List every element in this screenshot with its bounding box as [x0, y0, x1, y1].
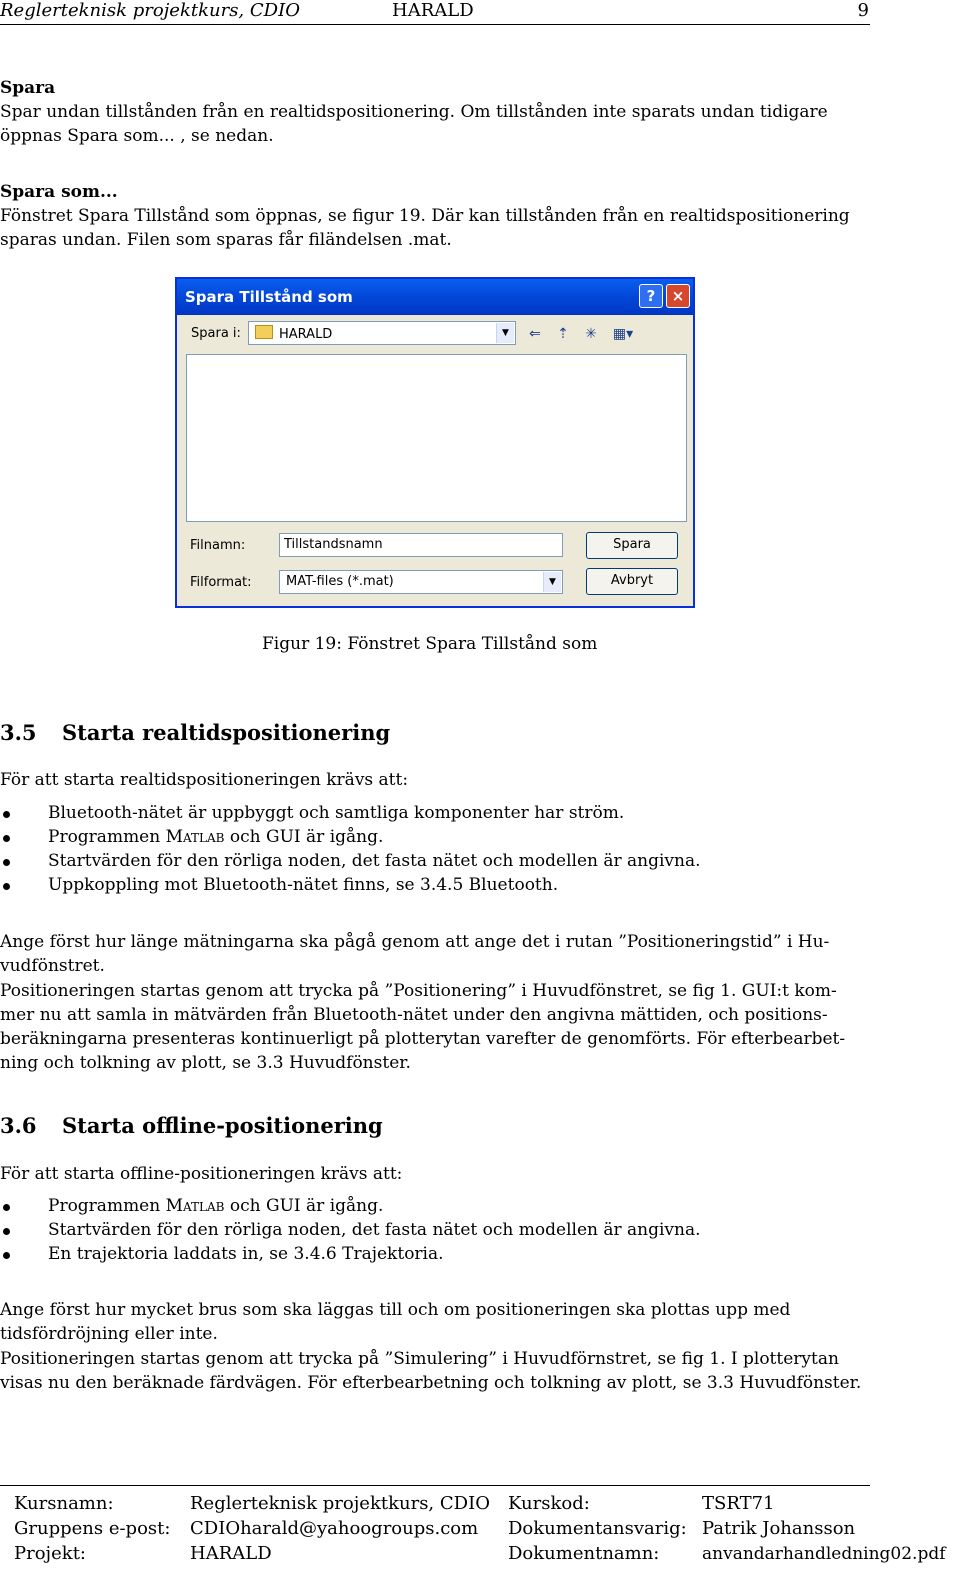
chevron-down-icon[interactable]: ▼	[543, 572, 561, 592]
section-3-5-para-2a: Positioneringen startas genom att trycka på ”Positionering” i Huvudfönstret, se fig 1. GUI:t kom-	[0, 981, 837, 1001]
spara-som-heading: Spara som...	[0, 182, 118, 202]
list-item: En trajektoria laddats in, se 3.4.6 Trajektoria.	[0, 1242, 701, 1266]
footer-value: anvandarhandledning02.pdf	[702, 1544, 946, 1564]
section-3-5-intro: För att starta realtidspositioneringen krävs att:	[0, 770, 409, 790]
spara-som-text-2: sparas undan. Filen som sparas får filändelsen .mat.	[0, 230, 452, 250]
save-in-dropdown[interactable]	[248, 321, 516, 345]
footer-label: Kursnamn:	[14, 1493, 114, 1514]
section-3-6-para-1b: tidsfördröjning eller inte.	[0, 1324, 218, 1344]
header-course: Reglerteknisk projektkurs, CDIO	[0, 0, 300, 21]
footer-value: TSRT71	[702, 1493, 775, 1514]
save-in-value: HARALD	[279, 327, 333, 342]
spara-text-1: Spar undan tillstånden från en realtidspositionering. Om tillstånden inte sparats undan tidigare	[0, 102, 828, 122]
section-title: Starta offline-positionering	[62, 1113, 383, 1138]
fileformat-label: Filformat:	[190, 575, 252, 590]
filename-input[interactable]	[279, 533, 563, 557]
save-button[interactable]: Spara	[586, 532, 678, 559]
spara-text-2: öppnas Spara som... , se nedan.	[0, 126, 274, 146]
section-3-5-list	[0, 801, 701, 897]
spara-som-text-1: Fönstret Spara Tillstånd som öppnas, se figur 19. Där kan tillstånden från en realtidspositionering	[0, 206, 850, 226]
list-item	[0, 1194, 701, 1218]
filename-label: Filnamn:	[190, 538, 246, 553]
save-in-label: Spara i:	[191, 326, 241, 341]
new-folder-icon[interactable]: ✳	[585, 326, 597, 342]
close-icon[interactable]: ×	[666, 284, 690, 308]
page-number: 9	[857, 0, 869, 21]
list-item: Startvärden för den rörliga noden, det fasta nätet och modellen är angivna.	[0, 1218, 701, 1242]
list-item-text: och GUI är igång.	[224, 827, 384, 847]
figure-caption: Figur 19: Fönstret Spara Tillstånd som	[262, 634, 598, 654]
list-item-text: Programmen	[48, 1196, 166, 1216]
footer-label: Kurskod:	[508, 1493, 590, 1514]
matlab-name: Matlab	[165, 1196, 225, 1216]
footer-label: Gruppens e-post:	[14, 1518, 171, 1539]
section-3-6-intro: För att starta offline-positioneringen krävs att:	[0, 1164, 403, 1184]
view-menu-icon[interactable]: ▦▾	[612, 326, 634, 342]
chevron-down-icon[interactable]: ▼	[496, 323, 514, 343]
section-3-5-heading	[0, 720, 390, 745]
save-state-dialog	[175, 277, 695, 608]
footer-value: CDIOharald@yahoogroups.com	[190, 1518, 479, 1539]
matlab-name: Matlab	[165, 827, 225, 847]
section-3-5-para-1b: vudfönstret.	[0, 956, 105, 976]
fileformat-dropdown[interactable]	[279, 570, 563, 594]
footer-label: Dokumentansvarig:	[508, 1518, 687, 1539]
spara-heading: Spara	[0, 78, 56, 98]
footer-label: Dokumentnamn:	[508, 1543, 660, 1564]
section-3-5-para-1a: Ange först hur länge mätningarna ska pågå genom att ange det i rutan ”Positioneringstid” i Hu-	[0, 932, 830, 952]
section-number: 3.5	[0, 720, 37, 745]
dialog-titlebar	[177, 279, 693, 315]
section-number: 3.6	[0, 1113, 37, 1138]
list-item: Startvärden för den rörliga noden, det fasta nätet och modellen är angivna.	[0, 849, 701, 873]
section-3-6-list	[0, 1194, 701, 1266]
save-in-value-wrap	[255, 325, 332, 342]
cancel-button[interactable]: Avbryt	[586, 568, 678, 595]
section-3-5-para-2c: beräkningarna presenteras kontinuerligt på plotterytan varefter de genomförts. För efterbearbet-	[0, 1029, 846, 1049]
up-folder-icon[interactable]: ⇡	[557, 326, 569, 342]
section-3-5-para-2b: mer nu att samla in mätvärden från Bluetooth-nätet under den angivna mättiden, och positions-	[0, 1005, 828, 1025]
footer-value: Patrik Johansson	[702, 1518, 856, 1539]
footer-rule	[0, 1485, 870, 1486]
footer-value: Reglerteknisk projektkurs, CDIO	[190, 1493, 490, 1514]
footer-value: HARALD	[190, 1543, 272, 1564]
list-item: Bluetooth-nätet är uppbyggt och samtliga komponenter har ström.	[0, 801, 701, 825]
section-3-6-para-2b: visas nu den beräknade färdvägen. För efterbearbetning och tolkning av plott, se 3.3 Huvudfönster.	[0, 1373, 862, 1393]
section-3-6-para-2a: Positioneringen startas genom att trycka på ”Simulering” i Huvudförnstret, se fig 1. I plotterytan	[0, 1349, 839, 1369]
header-project: HARALD	[392, 0, 474, 21]
section-3-6-heading	[0, 1113, 383, 1138]
list-item-text: Programmen	[48, 827, 166, 847]
list-item: Uppkoppling mot Bluetooth-nätet finns, se 3.4.5 Bluetooth.	[0, 873, 701, 897]
section-title: Starta realtidspositionering	[62, 720, 391, 745]
dialog-title: Spara Tillstånd som	[185, 288, 353, 306]
filename-value: Tillstandsnamn	[284, 537, 383, 552]
section-3-6-para-1a: Ange först hur mycket brus som ska läggas till och om positioneringen ska plottas upp med	[0, 1300, 791, 1320]
footer-label: Projekt:	[14, 1543, 86, 1564]
help-icon[interactable]: ?	[639, 284, 663, 308]
header-rule	[0, 24, 870, 25]
file-list[interactable]	[186, 354, 687, 522]
section-3-5-para-2d: ning och tolkning av plott, se 3.3 Huvudfönster.	[0, 1053, 411, 1073]
folder-icon	[255, 325, 273, 339]
list-item	[0, 825, 701, 849]
list-item-text: och GUI är igång.	[224, 1196, 384, 1216]
fileformat-value: MAT-files (*.mat)	[286, 574, 394, 589]
back-icon[interactable]: ⇐	[529, 326, 541, 342]
